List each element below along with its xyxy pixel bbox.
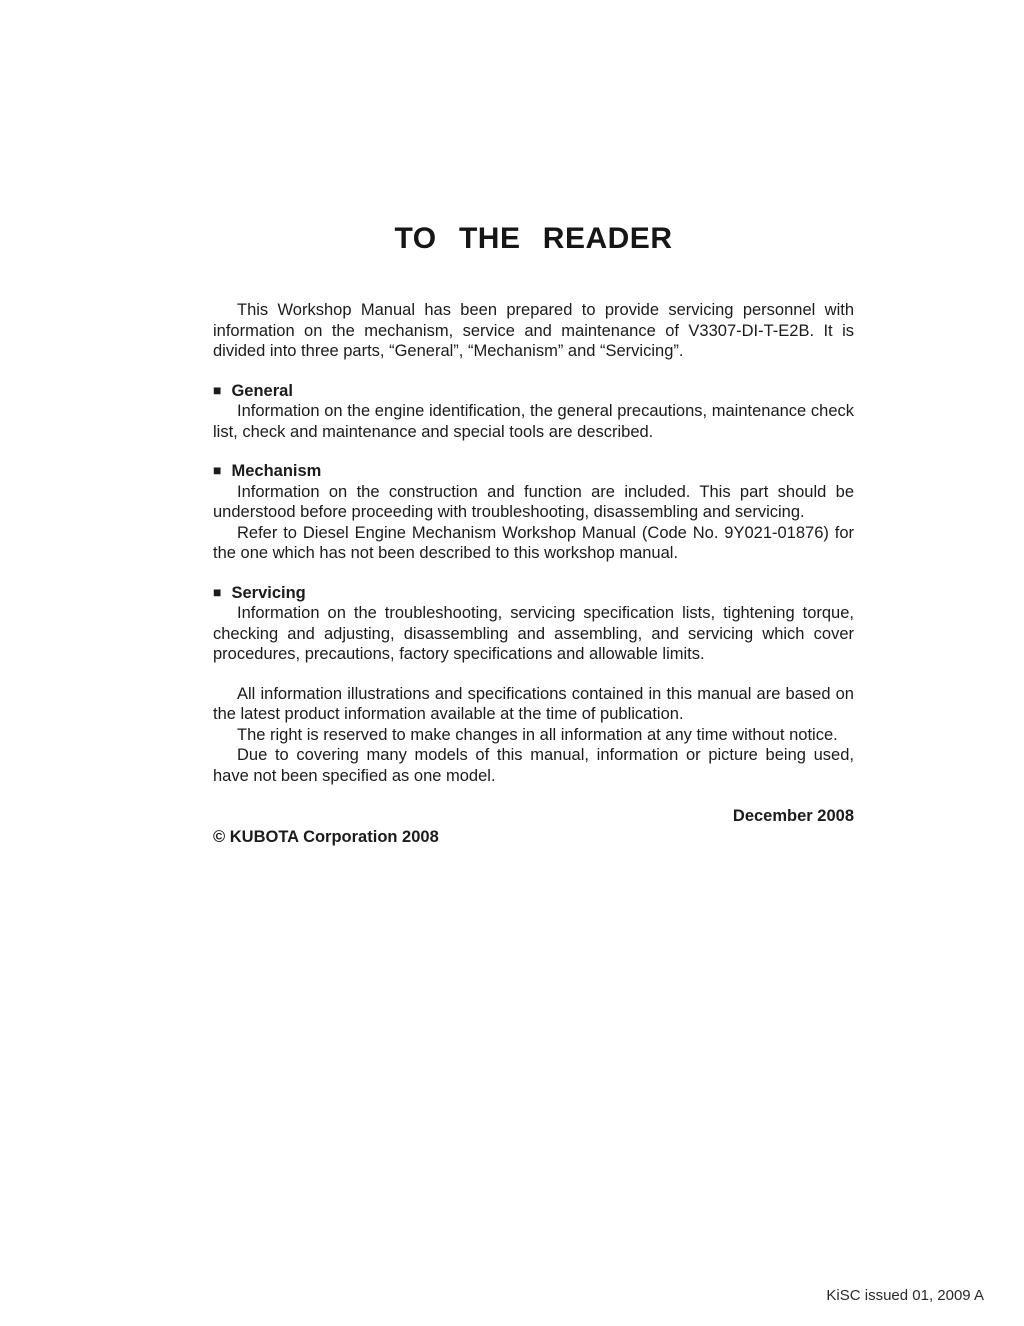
section-general (213, 381, 854, 443)
section-servicing-paragraph: Information on the troubleshooting, servicing specification lists, tightening torque, checking and adjusting, disassembling and assembling, and servicing which cover procedures, precautions, factory specifications and allowable limits. (213, 604, 854, 663)
publication-date: December 2008 (732, 807, 854, 825)
section-servicing (213, 583, 854, 665)
section-mechanism-paragraph-2: Refer to Diesel Engine Mechanism Workshop Manual (Code No. 9Y021-01876) for the one which has not been described to this workshop manual. (213, 523, 854, 562)
section-mechanism-heading (213, 461, 854, 482)
square-bullet-icon: ■ (213, 583, 222, 600)
section-mechanism-heading-label: Mechanism (231, 462, 322, 480)
footer-issue-note: KiSC issued 01, 2009 A (826, 1287, 984, 1304)
intro-paragraph: This Workshop Manual has been prepared to provide servicing personnel with information on the mechanism, service and maintenance of V3307-DI-T-E2B. It is divided into three parts, “General”, “Mechanism” and “Servicing”. (213, 301, 854, 360)
copyright-notice: © KUBOTA Corporation 2008 (213, 827, 439, 846)
section-mechanism-paragraph-1: Information on the construction and function are included. This part should be understood before proceeding with troubleshooting, disassembling and servicing. (213, 482, 854, 521)
closing-block (213, 684, 854, 787)
square-bullet-icon: ■ (213, 381, 222, 398)
section-general-heading-label: General (231, 381, 293, 400)
page-title: TO THE READER (394, 222, 673, 255)
closing-paragraph-1: All information illustrations and specifications contained in this manual are based on the latest product information available at the time of publication. (213, 684, 854, 723)
section-servicing-heading (213, 583, 854, 604)
section-servicing-heading-label: Servicing (231, 583, 306, 602)
section-general-heading (213, 381, 854, 402)
section-general-paragraph: Information on the engine identification, the general precautions, maintenance check list, check and maintenance and special tools are described. (213, 402, 854, 441)
closing-paragraph-3: Due to covering many models of this manual, information or picture being used, have not been specified as one model. (213, 746, 854, 785)
page-content (213, 222, 854, 847)
section-mechanism (213, 461, 854, 564)
closing-paragraph-2: The right is reserved to make changes in all information at any time without notice. (237, 725, 838, 744)
square-bullet-icon: ■ (213, 462, 222, 478)
